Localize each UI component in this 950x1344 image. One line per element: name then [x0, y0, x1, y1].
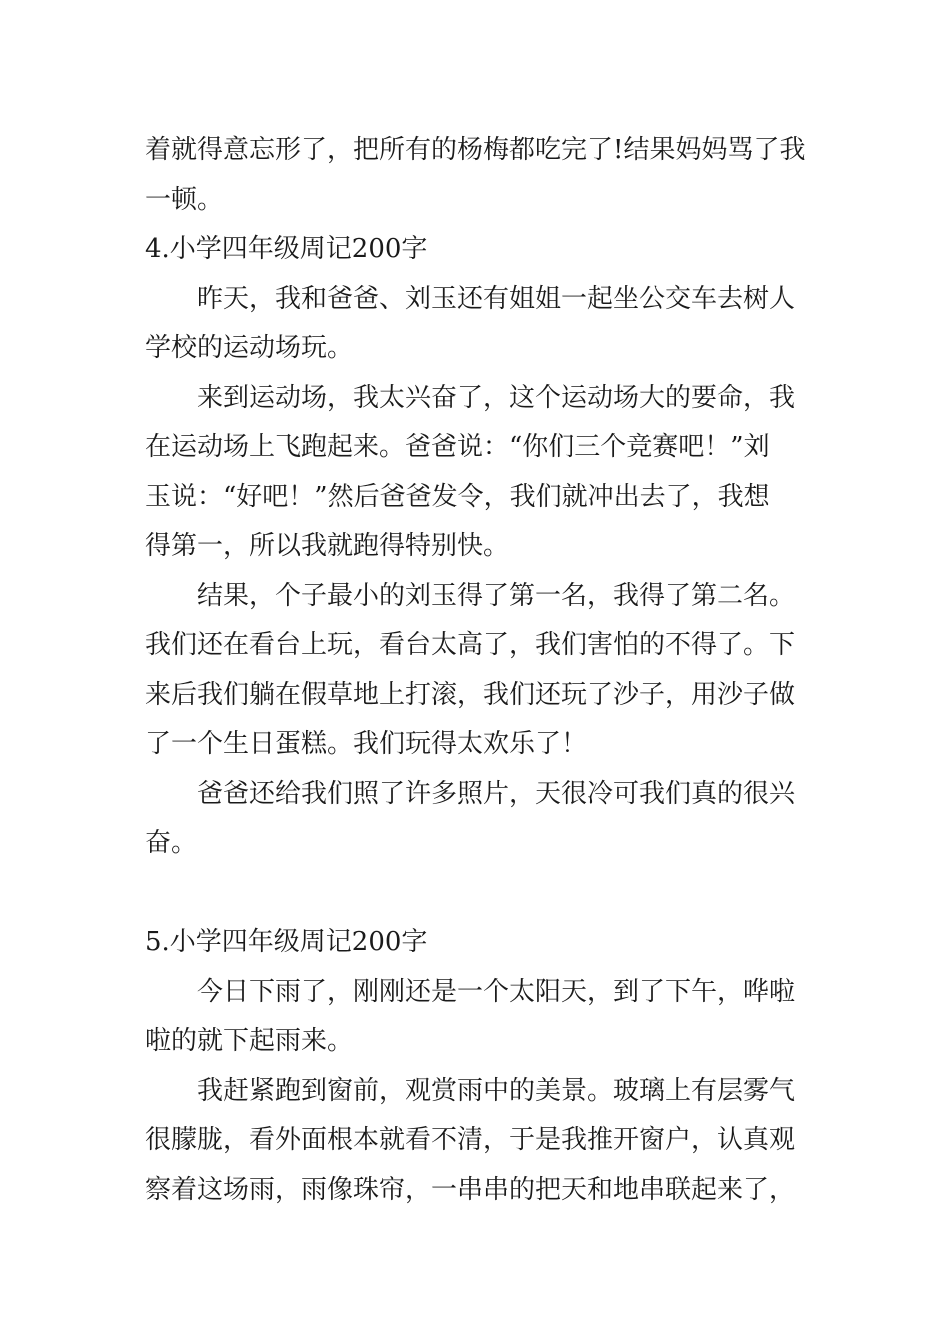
paragraph-line: 奋。 — [145, 828, 198, 858]
paragraph-line: 我赶紧跑到窗前，观赏雨中的美景。玻璃上有层雾气 — [197, 1075, 796, 1106]
paragraph-line: 昨天，我和爸爸、刘玉还有姐姐一起坐公交车去树人 — [197, 283, 796, 314]
paragraph-line: 了一个生日蛋糕。我们玩得太欢乐了！ — [145, 729, 588, 759]
paragraph-line: 来到运动场，我太兴奋了，这个运动场大的要命，我 — [197, 382, 796, 413]
paragraph-line: 玉说：“好吧！”然后爸爸发令，我们就冲出去了，我想 — [145, 481, 770, 512]
section-heading: 4.小学四年级周记200字 — [145, 234, 428, 264]
paragraph-line: 一顿。 — [145, 184, 224, 215]
paragraph-line: 得第一，所以我就跑得特别快。 — [145, 531, 510, 561]
paragraph-line: 着就得意忘形了，把所有的杨梅都吃完了!结果妈妈骂了我 — [145, 135, 806, 165]
paragraph-line: 察着这场雨，雨像珠帘，一串串的把天和地串联起来了， — [145, 1174, 796, 1205]
document-body — [145, 126, 810, 1215]
paragraph-line: 爸爸还给我们照了许多照片，天很冷可我们真的很兴 — [197, 778, 796, 809]
paragraph-line: 很朦胧，看外面根本就看不清，于是我推开窗户，认真观 — [145, 1125, 796, 1155]
blank-line — [145, 869, 810, 919]
paragraph-line: 学校的运动场玩。 — [145, 333, 354, 363]
paragraph-line: 来后我们躺在假草地上打滚，我们还玩了沙子，用沙子做 — [145, 679, 796, 710]
paragraph-line: 我们还在看台上玩，看台太高了，我们害怕的不得了。下 — [145, 630, 796, 660]
paragraph-line: 结果，个子最小的刘玉得了第一名，我得了第二名。 — [197, 580, 796, 611]
paragraph-line: 在运动场上飞跑起来。爸爸说：“你们三个竞赛吧！”刘 — [145, 432, 770, 462]
section-heading: 5.小学四年级周记200字 — [145, 927, 428, 957]
paragraph-line: 今日下雨了，刚刚还是一个太阳天，到了下午，哗啦 — [197, 976, 796, 1007]
paragraph-line: 啦的就下起雨来。 — [145, 1026, 354, 1056]
